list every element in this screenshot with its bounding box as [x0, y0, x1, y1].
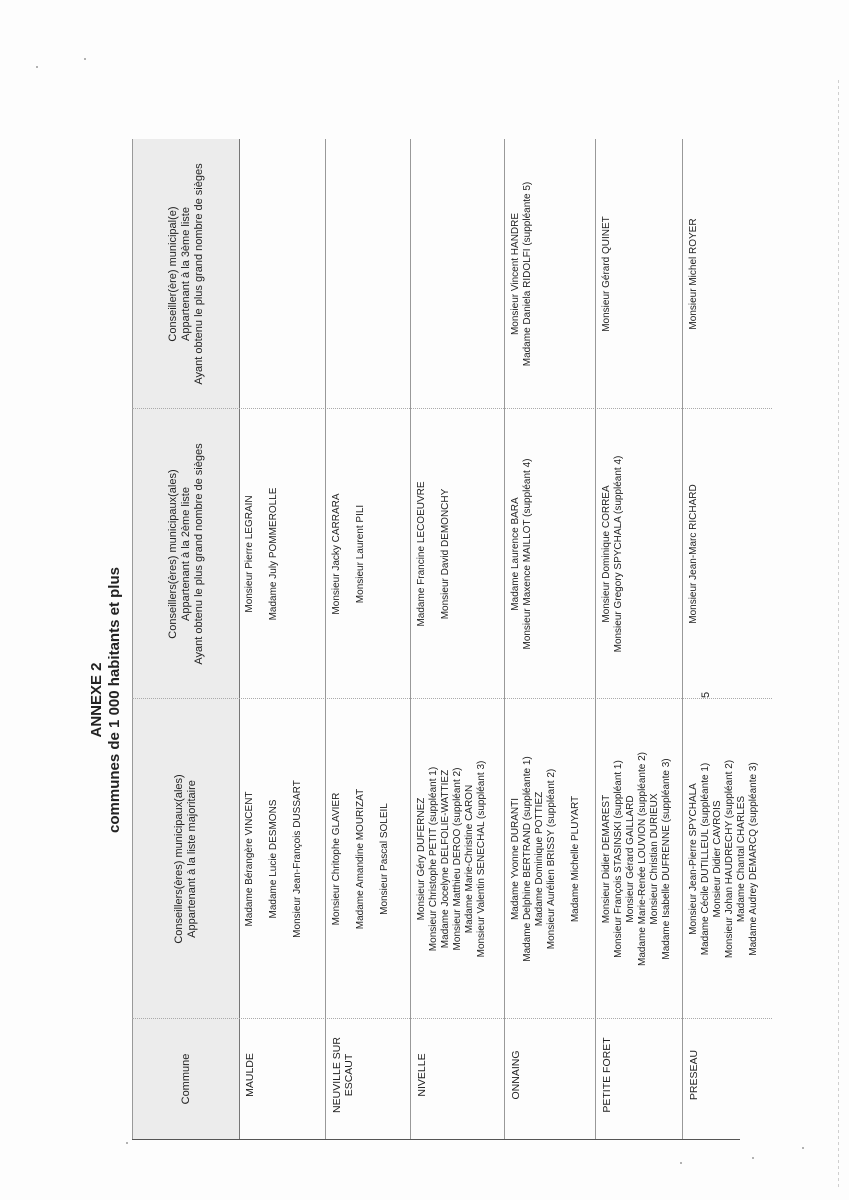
- column-divider: [132, 698, 772, 699]
- councillor-name: Madame Delphine BERTRAND (suppléante 1): [522, 756, 533, 962]
- councillor-name: Madame Lucie DESMONS: [268, 799, 279, 919]
- majority-list-members: [244, 703, 304, 1015]
- scan-speck: [84, 58, 86, 60]
- councillor-name: [280, 703, 292, 1015]
- second-list-members: [510, 413, 534, 695]
- third-list-members: [688, 143, 700, 405]
- scan-speck: [680, 1162, 682, 1164]
- councillor-name: Monsieur Gregory SPYCHALA (suppléant 4): [613, 455, 624, 653]
- councillor-name: Madame Bérangère VINCENT: [244, 791, 255, 927]
- majority-list-members: [331, 703, 391, 1015]
- councillor-name: Monsieur Didier DEMAREST: [601, 794, 612, 924]
- scan-speck: [36, 66, 38, 68]
- councillors-table: [132, 139, 759, 1140]
- councillor-name: Monsieur Matthieu DEROO (suppléant 2): [452, 767, 463, 951]
- councillor-name: Monsieur Gérard QUINET: [601, 216, 612, 332]
- second-list-members: [331, 413, 367, 695]
- second-list-members: [601, 413, 625, 695]
- scan-edge-line: [838, 80, 839, 1190]
- column-divider: [132, 408, 772, 409]
- row-separator: [595, 139, 596, 1139]
- councillor-name: Madame Dominique POTTIEZ: [534, 791, 545, 927]
- annex-heading: [88, 250, 124, 1150]
- councillor-name: Madame Isabelle DUFRENNE (suppléante 3): [661, 758, 672, 960]
- column-header-third-list: Conseiller(ère) municipal(e) Appartenant à la 3ème liste Ayant obtenu le plus grand nombre de sièges: [166, 163, 205, 385]
- councillor-name: Monsieur David DEMONCHY: [440, 488, 451, 620]
- row-separator: [410, 139, 411, 1139]
- page-number: 5: [700, 691, 712, 698]
- councillor-name: Monsieur Jean-Marc RICHARD: [688, 484, 699, 624]
- commune-name: NEUVILLE SUR ESCAUT: [331, 1037, 355, 1113]
- councillor-name: Madame Amandine MOURIZAT: [355, 788, 366, 930]
- row-separator: [504, 139, 505, 1139]
- column-header-majority-list: Conseillers(ères) municipaux(ales) Appartenant à la liste majoritaire: [173, 774, 198, 944]
- commune-name: PRESEAU: [688, 1049, 700, 1101]
- row-separator: [682, 139, 683, 1139]
- second-list-members: [688, 413, 700, 695]
- councillor-name: Monsieur Géry DUFERNEZ: [416, 797, 427, 921]
- annex-title: ANNEXE 2: [88, 662, 105, 738]
- second-list-members: [244, 413, 280, 695]
- majority-list-members: [688, 703, 760, 1015]
- councillor-name: Madame Marie-Christine CARON: [464, 784, 475, 934]
- majority-list-members: [601, 703, 673, 1015]
- councillor-name: Madame Michelle PLUYART: [570, 795, 581, 923]
- second-list-members: [416, 413, 452, 695]
- councillor-name: Monsieur Didier CAVROIS: [712, 800, 723, 918]
- column-divider: [132, 1018, 772, 1019]
- councillor-name: [558, 703, 570, 1015]
- commune-name: NIVELLE: [416, 1053, 428, 1097]
- councillor-name: Monsieur Jean-Pierre SPYCHALA: [688, 783, 699, 935]
- councillor-name: [256, 703, 268, 1015]
- councillor-name: Madame Jocelyne DELFOLIE-WATTIEZ: [440, 769, 451, 949]
- row-separator: [325, 139, 326, 1139]
- majority-list-members: [510, 703, 582, 1015]
- councillor-name: [343, 703, 355, 1015]
- councillor-name: [343, 413, 355, 695]
- scan-speck: [752, 1157, 754, 1159]
- scan-speck: [802, 1147, 804, 1149]
- councillor-name: [256, 413, 268, 695]
- table-header: [132, 139, 240, 1139]
- councillor-name: [367, 703, 379, 1015]
- councillor-name: Madame Audrey DEMARCQ (suppléante 3): [748, 762, 759, 956]
- councillor-name: Monsieur Chritophe GLAVIER: [331, 792, 342, 926]
- councillor-name: Monsieur Dominique CORREA: [601, 485, 612, 623]
- councillor-name: Monsieur Pierre LEGRAIN: [244, 495, 255, 613]
- councillor-name: Madame Laurence BARA: [510, 497, 521, 611]
- column-header-second-list: Conseillers(ères) municipaux(ales) Appartenant à la 2ème liste Ayant obtenu le plus grand nombre de sièges: [166, 443, 205, 665]
- councillor-name: Monsieur Vincent HANDRE: [510, 212, 521, 336]
- councillor-name: Monsieur Michel ROYER: [688, 218, 699, 330]
- councillor-name: Monsieur Valentin SENECHAL (suppléant 3): [476, 760, 487, 958]
- rotated-page: [88, 130, 759, 1150]
- councillor-name: Monsieur Johan HAUDRECHY (suppléant 2): [724, 759, 735, 959]
- councillor-name: Madame Daniela RIDOLFI (suppléante 5): [522, 181, 533, 367]
- commune-name: PETITE FORET: [601, 1037, 613, 1113]
- column-header-commune: Commune: [179, 1053, 192, 1105]
- councillor-name: [428, 413, 440, 695]
- councillor-name: Madame Chantal CHARLES: [736, 795, 747, 923]
- councillor-name: Monsieur Pascal SOLEIL: [379, 803, 390, 915]
- councillor-name: Madame Francine LECOEUVRE: [416, 481, 427, 627]
- third-list-members: [510, 143, 534, 405]
- annex-subtitle: communes de 1 000 habitants et plus: [106, 567, 123, 833]
- councillor-name: Monsieur Jacky CARRARA: [331, 493, 342, 615]
- councillor-name: Madame Yvonne DURANTI: [510, 797, 521, 921]
- councillor-name: Madame Marie-Renée LOUVION (suppléante 2): [637, 752, 648, 966]
- councillor-name: Monsieur François STASINSKI (suppléant 1): [613, 760, 624, 958]
- commune-name: ONNAING: [510, 1050, 522, 1100]
- councillor-name: Monsieur Jean-François DUSSART: [292, 780, 303, 938]
- councillor-name: Monsieur Laurent PILI: [355, 504, 366, 604]
- commune-name: MAULDE: [244, 1053, 256, 1097]
- councillor-name: Monsieur Aurélien BRISSY (suppléant 2): [546, 768, 557, 950]
- councillor-name: Monsieur Maxence MAILLOT (suppléant 4): [522, 458, 533, 650]
- councillor-name: Monsieur Gérard GAILLARD: [625, 795, 636, 923]
- councillor-name: Monsieur Christian DURIEUX: [649, 793, 660, 925]
- third-list-members: [601, 143, 613, 405]
- majority-list-members: [416, 703, 488, 1015]
- councillor-name: Monsieur Christophe PETIT (suppléant 1): [428, 766, 439, 952]
- councillor-name: Madame July POMMEROLLE: [268, 487, 279, 621]
- councillor-name: Madame Cécile DUTILLEUL (suppléante 1): [700, 762, 711, 956]
